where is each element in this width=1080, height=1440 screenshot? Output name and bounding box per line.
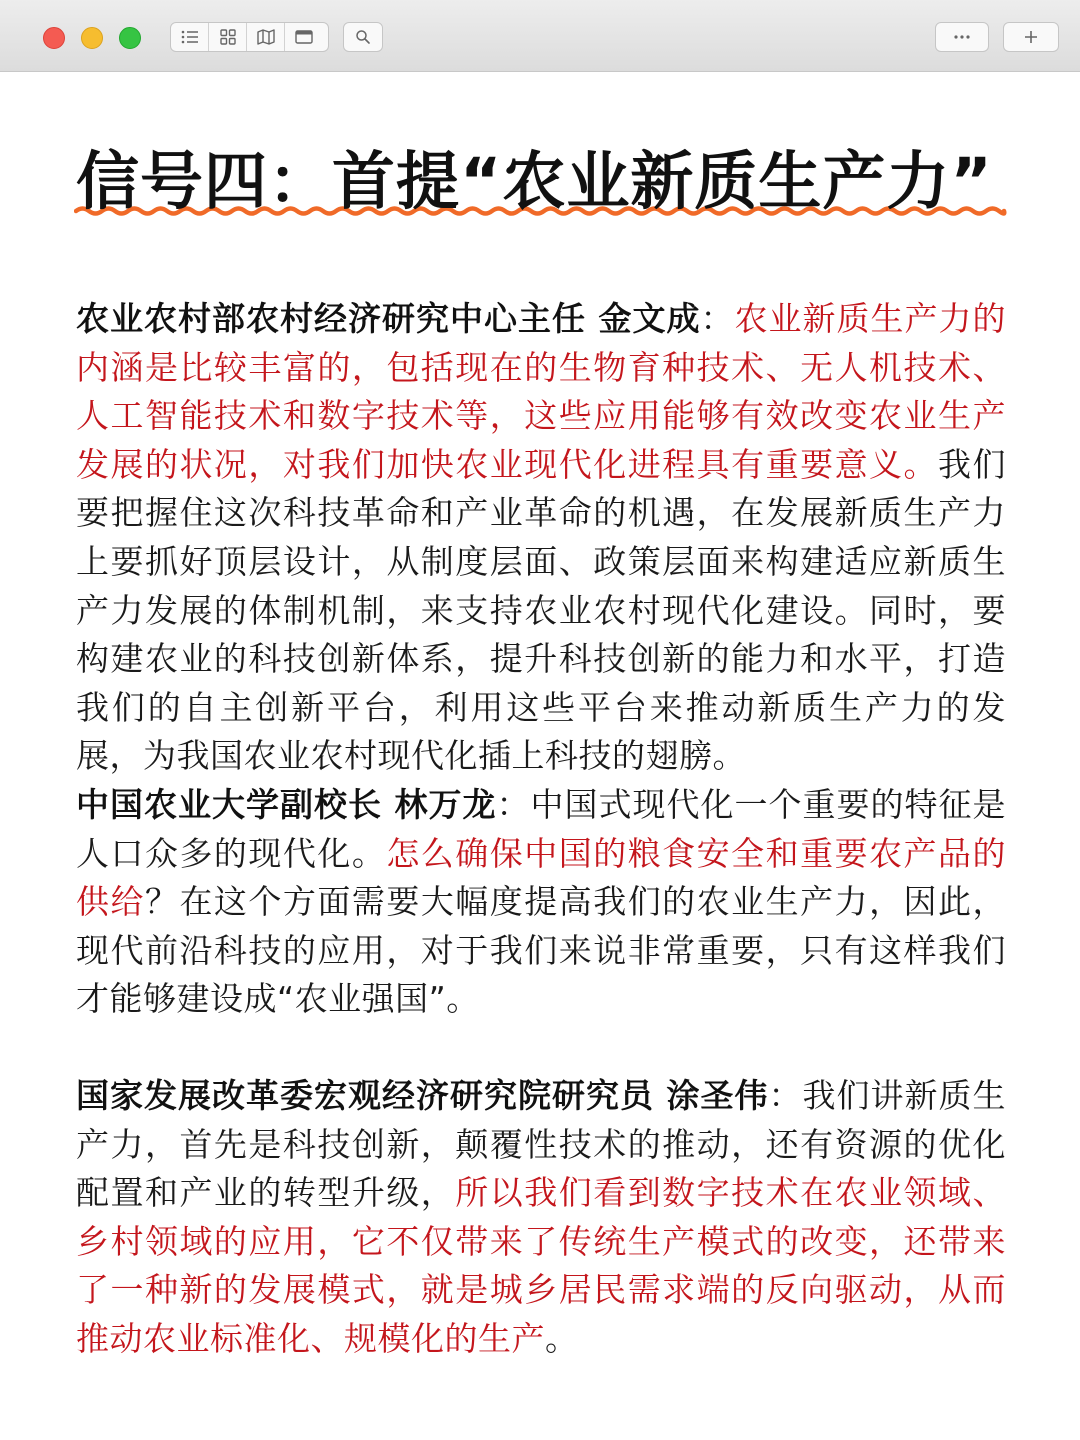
- highlighted-quote: 农业新质生产力的内涵是比较丰富的，包括现在的生物育种技术、无人机技术、人工智能技术和数字技术等，这些应用能够有效改变农业生产发展的状况，对我们加快农业现代化进程具有重要意义。: [76, 299, 1006, 484]
- paragraph-tu-shengwei: [76, 1072, 1006, 1364]
- quote-text: ？在这个方面需要大幅度提高我们的农业生产力，因此，现代前沿科技的应用，对于我们来说非常重要，只有这样我们才能够建设成“农业强国”。: [76, 882, 1007, 1019]
- speaker-colon: ：: [496, 784, 531, 824]
- view-toolbar-group: [170, 22, 329, 52]
- quote-text: 我们要把握住这次科技革命和产业革命的机遇，在发展新质生产力上要抓好顶层设计，从制度层面、政策层面来构建适应新质生产力发展的体制机制，来支持农业农村现代化建设。同时，要构建农业的科技创新体系，提升科技创新的能力和水平，打造我们的自主创新平台，利用这些平台来推动新质生产力的发展，为我国农业农村现代化插上科技的翅膀。: [76, 444, 1007, 776]
- paragraph-jin-wencheng: [76, 295, 1006, 781]
- headline-block: [76, 142, 1006, 232]
- search-toolbar-group: [343, 22, 383, 52]
- more-button[interactable]: [936, 23, 988, 51]
- speaker-colon: ：: [768, 1075, 803, 1115]
- paragraph-lin-wanlong: [76, 781, 1006, 1024]
- zoom-window-button[interactable]: [119, 27, 141, 49]
- list-view-button[interactable]: [171, 23, 209, 51]
- highlighted-quote: 怎么确保中国的粮食安全和重要农产品的供给: [76, 833, 1007, 922]
- plus-icon: [1023, 29, 1039, 45]
- list-icon: [180, 29, 200, 45]
- window-view-button[interactable]: [285, 23, 323, 51]
- new-tab-button[interactable]: [1004, 23, 1058, 51]
- quote-lead: 中国式现代化一个重要的特征是人口众多的现代化。: [76, 784, 1006, 873]
- window-icon: [294, 29, 314, 45]
- close-window-button[interactable]: [43, 27, 65, 49]
- grid-icon: [219, 28, 237, 46]
- highlighted-quote: 所以我们看到数字技术在农业领域、乡村领域的应用，它不仅带来了传统生产模式的改变，还带来了一种新的发展模式，就是城乡居民需求端的反向驱动，从而推动农业标准化、规模化的生产: [76, 1173, 1007, 1358]
- speaker-name: 中国农业大学副校长 林万龙: [76, 784, 497, 824]
- article-body: [76, 295, 1006, 1363]
- minimize-window-button[interactable]: [81, 27, 103, 49]
- quote-text: 。: [545, 1318, 579, 1358]
- more-toolbar-group: [935, 22, 989, 52]
- search-button[interactable]: [344, 23, 382, 51]
- more-icon: [952, 34, 972, 40]
- quote-lead: 我们讲新质生产力，首先是科技创新，颠覆性技术的推动，还有资源的优化配置和产业的转型升级，: [76, 1075, 1006, 1213]
- page-title: 信号四：首提“农业新质生产力”: [76, 145, 993, 218]
- map-view-button[interactable]: [247, 23, 285, 51]
- add-toolbar-group: [1003, 22, 1059, 52]
- title-bar: [0, 0, 1080, 72]
- article-content: [76, 72, 1006, 1363]
- speaker-name: 国家发展改革委宏观经济研究院研究员 涂圣伟: [76, 1075, 769, 1115]
- map-icon: [256, 28, 276, 46]
- search-icon: [355, 29, 371, 45]
- speaker-colon: ：: [700, 299, 735, 338]
- grid-view-button[interactable]: [209, 23, 247, 51]
- speaker-name: 农业农村部农村经济研究中心主任 金文成: [76, 299, 701, 338]
